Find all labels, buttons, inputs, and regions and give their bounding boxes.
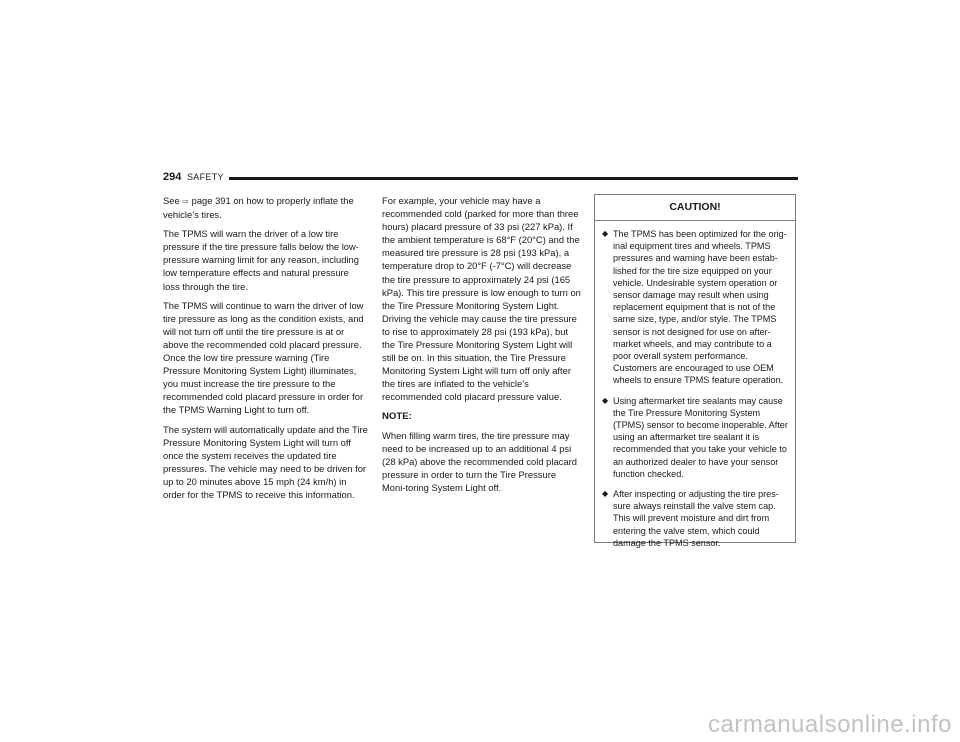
caution-item [601,488,789,549]
header-rule [229,177,798,180]
page-number: 294 [163,171,182,183]
section-title: SAFETY [187,171,224,182]
diamond-bullet-icon: ◆ [602,395,609,405]
diamond-bullet-icon: ◆ [602,229,609,238]
caution-list [595,221,795,549]
middle-column [382,194,582,500]
right-arrow-icon: ⇨ [182,197,189,206]
caution-item [601,395,789,480]
see-reference [163,194,368,221]
see-label: See [163,195,180,206]
caution-item-text: After inspecting or adjusting the tire pres-sure always reinstall the valve stem cap. This will prevent moisture and dirt from entering the valve stem, which could damage the TPMS sensor. [613,489,779,548]
caution-item [601,228,789,387]
diamond-bullet-icon: ◆ [602,489,609,499]
caution-title: CAUTION! [595,195,795,221]
note-text: When filling warm tires, the tire pressure may need to be increased up to an additional 4 psi (28 kPa) above the recommended cold placard pressure in order to turn the Tire Pressure Moni-toring System Light off. [382,429,577,493]
caution-item-text: Using aftermarket tire sealants may cause the Tire Pressure Monitoring System (TPMS) sensor to become inoperable. After using an aftermarket tire sealant it is recommended that you take your vehicle to an authorized dealer to have your sensor function checked. [613,395,788,479]
paragraph-example: For example, your vehicle may have a recommended cold (parked for more than three hours) placard pressure of 33 psi (227 kPa). If the ambient temperature is 68°F (20°C) and the measured tire pressure is 28 psi (193 kPa), a temperature drop to 20°F (-7°C) will decrease the tire pressure to approximately 24 psi (165 kPa). This tire pressure is low enough to turn on the Tire Pressure Monitoring System Light. Driving the vehicle may cause the tire pressure to rise to approximately 28 psi (193 kPa), but the Tire Pressure Monitoring System Light will still be on. In this situation, the Tire Pressure Monitoring System Light will turn off only after the tires are inflated to the vehicle’s recommended cold placard pressure value. [382,195,581,403]
page-reference-link[interactable]: page 391 on how to properly inflate the vehicle’s tires. [163,195,354,221]
paragraph-auto-update: The system will automatically update and the Tire Pressure Monitoring System Light will turn off once the system receives the updated tire pressures. The vehicle may need to be driven for up to 20 minutes above 15 mph (24 km/h) in order for the TPMS to receive this information. [163,423,368,500]
page-header [163,171,798,185]
left-column [163,194,368,507]
paragraph-warn-driver: The TPMS will warn the driver of a low tire pressure if the tire pressure falls below the low-pressure warning limit for any reason, including low temperature effects and natural pressure loss through the tire. [163,228,359,292]
paragraph-continue-warn: The TPMS will continue to warn the driver of low tire pressure as long as the condition exists, and will not turn off until the tire pressure is at or above the recommended cold placard pressure. Once the low tire pressure warning (Tire Pressure Monitoring System Light) illuminates, you must increase the tire pressure to the recommended cold placard pressure in order for the TPMS Warning Light to turn off. [163,299,364,416]
note-title: NOTE: [382,410,412,422]
watermark: carmanualsonline.info [708,711,952,738]
caution-box [594,194,796,548]
caution-item-text: The TPMS has been optimized for the orig-inal equipment tires and wheels. TPMS pressures and warning have been estab-lished for the tire size equipped on your vehicle. Undesirable system operation or sensor damage may result when using replacement equipment that is not of the same size, type, and/or style. The TPMS sensor is not designed for use on after-market wheels, and may contribute to a poor overall system performance. Customers are encouraged to use OEM wheels to ensure TPMS feature operation. [613,229,787,386]
